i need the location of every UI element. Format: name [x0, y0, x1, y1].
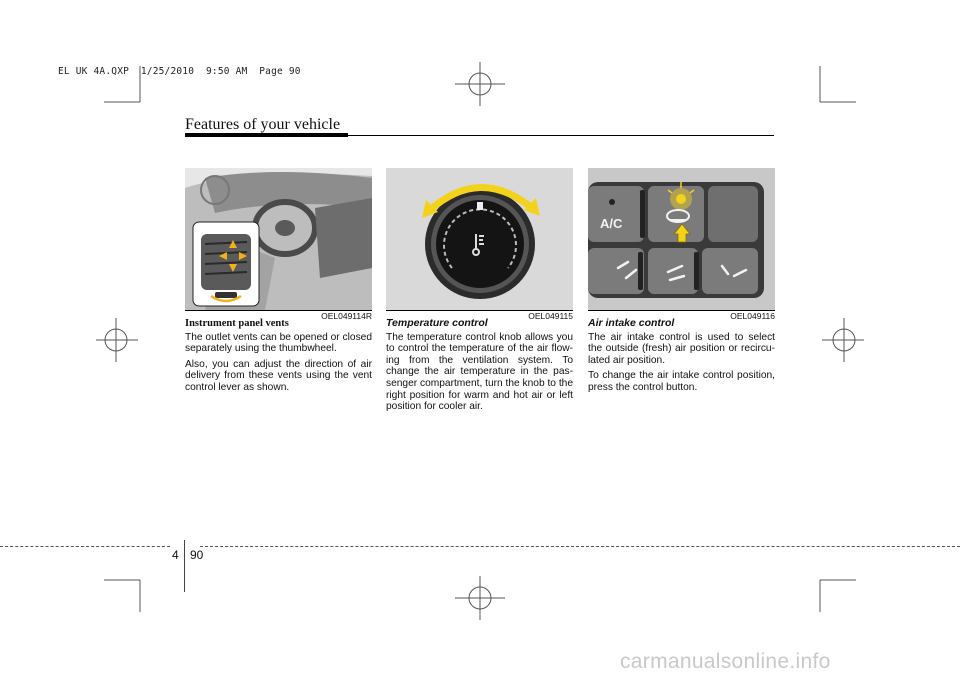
figure-instrument-panel-vents: [185, 168, 372, 310]
registration-target-bottom: [455, 576, 505, 620]
section-paragraph: The temperature control knob allows you to control the temperature of the air flow-ing from the ventilation system. To change the air temperature in the pas-senger compartment, turn the knob to the right position for warm and hot air or left position for cooler air.: [386, 331, 573, 413]
section-paragraph: The outlet vents can be opened or closed separately using the thumbwheel.: [185, 331, 372, 355]
registration-target-left: [96, 318, 138, 362]
figure-temperature-knob: [386, 168, 573, 310]
page-header-title: Features of your vehicle: [185, 116, 341, 133]
header-rule: [185, 133, 348, 137]
footer-dashed-rule: [0, 546, 170, 547]
registration-target-top: [455, 62, 505, 106]
figure-code: OEL049116: [730, 311, 775, 321]
section-temperature-control: [386, 318, 573, 417]
ac-button-label: A/C: [600, 216, 623, 231]
figure-code: OEL049114R: [321, 311, 372, 321]
print-slug: EL UK 4A.QXP 1/25/2010 9:50 AM Page 90: [58, 66, 301, 77]
section-air-intake-control: [588, 318, 775, 398]
section-heading: Instrument panel vents: [185, 318, 289, 329]
page-number-divider: [184, 540, 185, 592]
section-paragraph: To change the air intake control position, press the control button.: [588, 370, 775, 393]
section-instrument-panel-vents: [185, 318, 372, 398]
section-heading: Temperature control: [386, 317, 488, 329]
section-paragraph: The air intake control is used to select the outside (fresh) air position or recircu-lated air position.: [588, 331, 775, 366]
figure-air-intake-panel: [588, 168, 775, 310]
footer-dashed-rule: [200, 546, 960, 547]
watermark: carmanualsonline.info: [620, 650, 831, 673]
figure-code: OEL049115: [528, 311, 573, 321]
section-heading: Air intake control: [588, 317, 675, 329]
section-paragraph: Also, you can adjust the direction of air delivery from these vents using the vent control lever as shown.: [185, 358, 372, 393]
header-rule-thin: [348, 135, 774, 136]
page-number: 90: [190, 548, 204, 562]
registration-target-right: [822, 318, 864, 362]
chapter-number: 4: [172, 548, 179, 562]
